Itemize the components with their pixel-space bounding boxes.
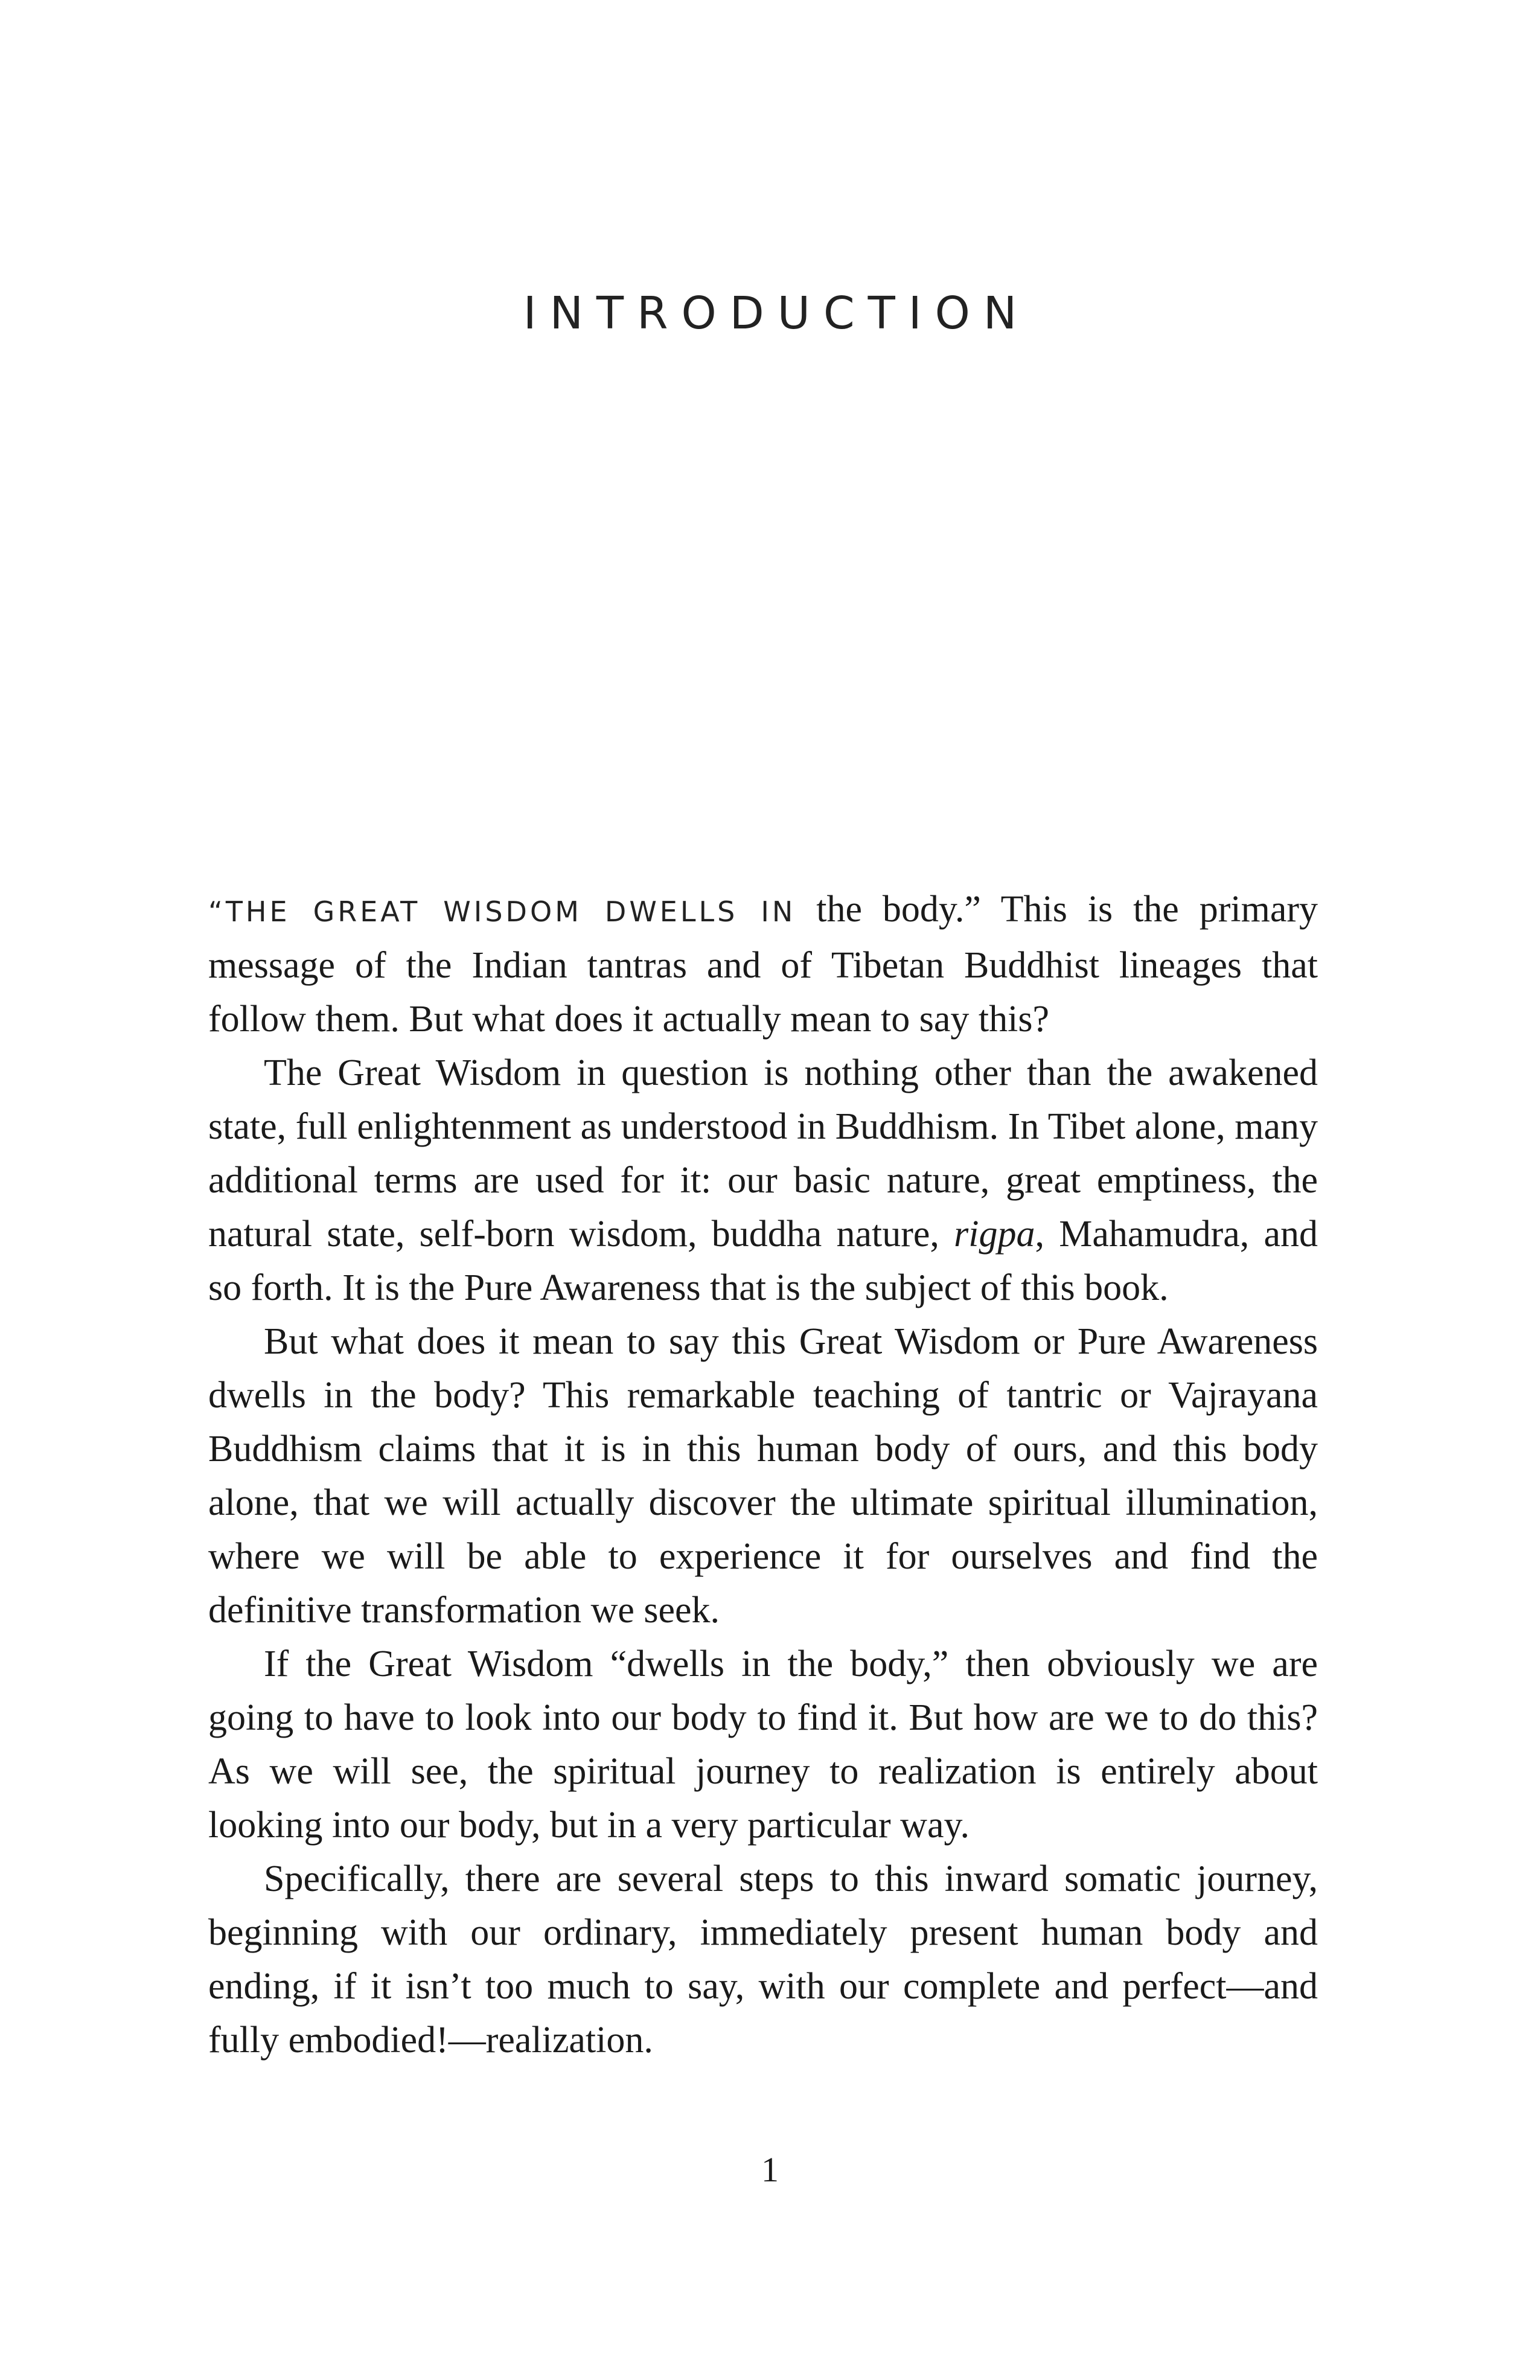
chapter-title: INTRODUCTION: [523, 287, 1030, 339]
paragraph-2: [208, 1046, 1318, 1315]
page-number: 1: [761, 2150, 779, 2189]
paragraph-5: Specifically, there are several steps to this inward somatic journey, beginning with our ordinary, immediately present human body and ending, if it isn’t too much to say, with our complete and perfect—and fully embodied!—realization.: [208, 1858, 1318, 2061]
paragraph-1: [208, 883, 1318, 1046]
italic-term: rigpa: [954, 1214, 1035, 1255]
paragraph-2-text-before: The Great Wisdom in question is nothing other than the awakened state, full enlightenment as understood in Buddhism. In Tibet alone, many additional terms are used for it: our basic nature, great emptiness, the natural state, self-born wisdom, buddha nature,: [208, 1052, 1318, 1255]
body-text: [208, 883, 1318, 2067]
paragraph-3: But what does it mean to say this Great Wisdom or Pure Awareness dwells in the body? This remarkable teaching of tantric or Vajrayana Buddhism claims that it is in this human body of ours, and this body alone, that we will actually discover the ultimate spiritual illumination, where we will be able to experience it for ourselves and find the definitive transformation we seek.: [208, 1321, 1318, 1631]
lead-in-small-caps: “THE GREAT WISDOM DWELLS IN: [208, 895, 796, 928]
paragraph-1-text: the body.” This is the primary message of the Indian tantras and of Tibetan Buddhist lineages that follow them. But what does it actually mean to say this?: [208, 889, 1318, 1040]
paragraph-4: If the Great Wisdom “dwells in the body,” then obviously we are going to have to look into our body to find it. But how are we to do this? As we will see, the spiritual journey to realization is entirely about looking into our body, but in a very particular way.: [208, 1643, 1318, 1846]
paragraph-2-text-after: , Mahamudra, and so forth. It is the Pure Awareness that is the subject of this book.: [208, 1214, 1318, 1308]
